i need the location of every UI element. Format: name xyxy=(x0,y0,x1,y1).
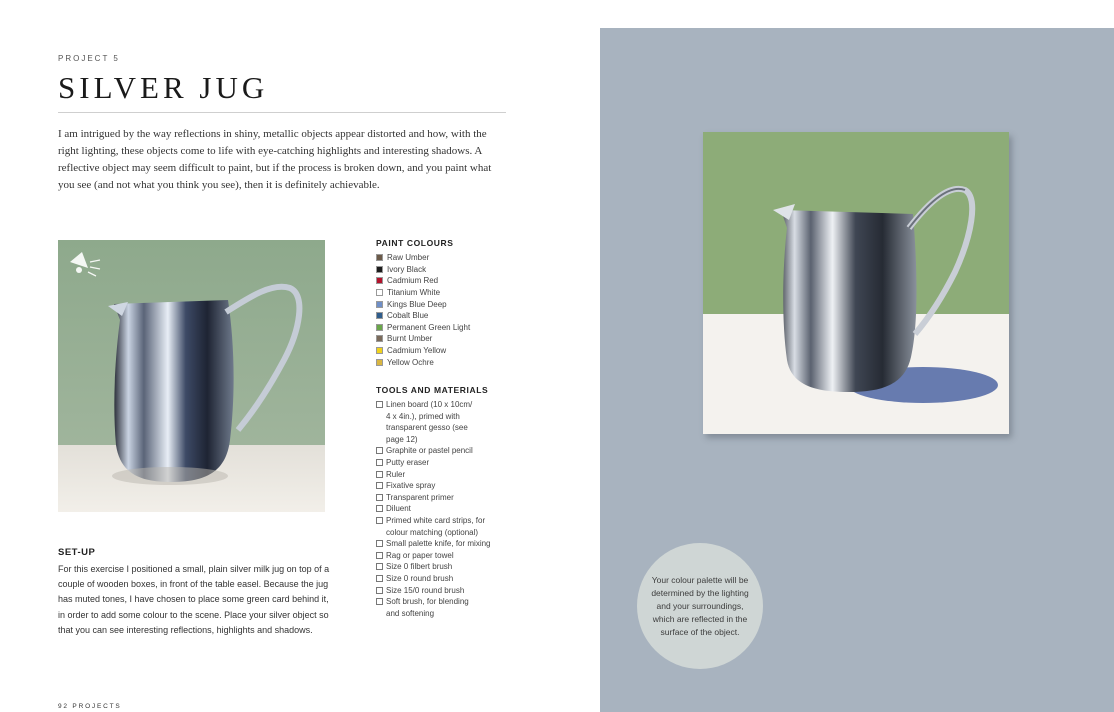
colour-swatch xyxy=(376,289,383,296)
paint-colour-label: Cadmium Red xyxy=(387,276,439,286)
colour-swatch xyxy=(376,359,383,366)
tool-label-line: Putty eraser xyxy=(386,457,430,467)
colour-swatch xyxy=(376,254,383,261)
tool-label-line: transparent gesso (see xyxy=(386,423,468,433)
paint-colours-list xyxy=(376,252,470,368)
project-label: PROJECT 5 xyxy=(58,54,120,63)
tool-label-line: Ruler xyxy=(386,469,406,479)
paint-colour-label: Burnt Umber xyxy=(387,334,433,344)
tool-label-line: Rag or paper towel xyxy=(386,550,454,560)
finished-painting xyxy=(703,132,1009,434)
paint-colour-item xyxy=(376,275,470,287)
tool-label xyxy=(386,573,453,585)
tool-label xyxy=(386,492,454,504)
tool-item xyxy=(376,573,516,585)
tool-label-line: page 12) xyxy=(386,434,418,444)
paint-colour-item xyxy=(376,264,470,276)
tool-label-line: Fixative spray xyxy=(386,481,436,491)
tool-item xyxy=(376,515,516,538)
tool-label-line: Small palette knife, for mixing xyxy=(386,539,491,549)
paint-colour-item xyxy=(376,287,470,299)
tool-item xyxy=(376,492,516,504)
paint-colour-item xyxy=(376,310,470,322)
checkbox-icon xyxy=(376,401,383,408)
tool-label-line: Primed white card strips, for xyxy=(386,515,486,525)
tool-label xyxy=(386,596,469,619)
tool-item xyxy=(376,596,516,619)
tools-heading: TOOLS AND MATERIALS xyxy=(376,385,489,395)
tool-label-line: and softening xyxy=(386,608,435,618)
paint-colour-label: Titanium White xyxy=(387,288,441,298)
paint-colours-heading: PAINT COLOURS xyxy=(376,238,454,248)
tool-item xyxy=(376,445,516,457)
reference-photo xyxy=(58,240,325,512)
caption-circle xyxy=(637,543,763,669)
tool-label-line: Soft brush, for blending xyxy=(386,597,469,607)
tool-label xyxy=(386,457,429,469)
checkbox-icon xyxy=(376,482,383,489)
paint-colour-item xyxy=(376,298,470,310)
colour-swatch xyxy=(376,312,383,319)
paint-colour-label: Cobalt Blue xyxy=(387,311,429,321)
tool-item xyxy=(376,469,516,481)
checkbox-icon xyxy=(376,459,383,466)
tool-item xyxy=(376,503,516,515)
tool-label xyxy=(386,515,485,538)
paint-colour-label: Yellow Ochre xyxy=(387,357,434,367)
paint-colour-label: Cadmium Yellow xyxy=(387,346,447,356)
page-folio: 92 PROJECTS xyxy=(58,703,122,710)
checkbox-icon xyxy=(376,540,383,547)
paint-colour-item xyxy=(376,252,470,264)
checkbox-icon xyxy=(376,552,383,559)
tool-label-line: Size 0 filbert brush xyxy=(386,562,453,572)
paint-colour-label: Kings Blue Deep xyxy=(387,299,447,309)
colour-swatch xyxy=(376,266,383,273)
checkbox-icon xyxy=(376,563,383,570)
paint-colour-item xyxy=(376,322,470,334)
checkbox-icon xyxy=(376,447,383,454)
silver-jug-photo xyxy=(58,240,325,512)
painting-image xyxy=(703,132,1009,434)
tool-label xyxy=(386,445,473,457)
tool-item xyxy=(376,550,516,562)
tool-label-line: 4 x 4in.), primed with xyxy=(386,411,460,421)
checkbox-icon xyxy=(376,471,383,478)
checkbox-icon xyxy=(376,494,383,501)
setup-heading: SET-UP xyxy=(58,547,96,558)
paint-colour-item xyxy=(376,356,470,368)
tool-item xyxy=(376,585,516,597)
setup-paragraph: For this exercise I positioned a small, plain silver milk jug on top of a couple of wooden boxes, in front of the table easel. Because the jug has muted tones, I have chosen to place some green card behind it, in order to add some colour to the scene. Place your silver object so that you can see interesting reflections, highlights and shadows. xyxy=(58,564,330,635)
paint-colour-label: Ivory Black xyxy=(387,264,427,274)
tool-label xyxy=(386,399,472,445)
tool-label-line: Transparent primer xyxy=(386,492,454,502)
tools-list xyxy=(376,399,516,619)
checkbox-icon xyxy=(376,598,383,605)
tool-label xyxy=(386,585,464,597)
tool-label xyxy=(386,469,405,481)
right-page xyxy=(600,28,1114,712)
colour-swatch xyxy=(376,277,383,284)
paint-colour-item xyxy=(376,333,470,345)
checkbox-icon xyxy=(376,505,383,512)
tool-label-line: Graphite or pastel pencil xyxy=(386,446,473,456)
paint-colour-label: Raw Umber xyxy=(387,253,430,263)
page-title: SILVER JUG xyxy=(58,70,269,105)
colour-swatch xyxy=(376,301,383,308)
tool-label xyxy=(386,561,452,573)
tool-label-line: Linen board (10 x 10cm/ xyxy=(386,400,473,409)
tool-item xyxy=(376,561,516,573)
checkbox-icon xyxy=(376,575,383,582)
tool-label-line: Diluent xyxy=(386,504,411,514)
tool-label xyxy=(386,480,435,492)
tool-item xyxy=(376,538,516,550)
checkbox-icon xyxy=(376,587,383,594)
tool-item xyxy=(376,480,516,492)
colour-swatch xyxy=(376,324,383,331)
checkbox-icon xyxy=(376,517,383,524)
paint-colour-label: Permanent Green Light xyxy=(387,322,471,332)
tool-label-line: colour matching (optional) xyxy=(386,527,479,537)
tool-label-line: Size 15/0 round brush xyxy=(386,585,465,595)
tool-label xyxy=(386,538,491,550)
title-divider xyxy=(58,112,506,113)
paint-colour-item xyxy=(376,345,470,357)
tool-label xyxy=(386,503,411,515)
intro-paragraph: I am intrigued by the way reflections in shiny, metallic objects appear distorted and how, with the right lighting, these objects come to life with eye-catching highlights and interesting shadows. A reflective object may seem difficult to paint, but if the process is broken down, and you paint what you see (and not what you think you see), then it is definitely achievable. xyxy=(58,128,492,191)
colour-swatch xyxy=(376,335,383,342)
caption-text: Your colour palette will be determined by the lighting and your surroundings, which are reflected in the surface of the object. xyxy=(651,574,749,637)
colour-swatch xyxy=(376,347,383,354)
tool-item xyxy=(376,457,516,469)
tool-label xyxy=(386,550,454,562)
tool-label-line: Size 0 round brush xyxy=(386,573,454,583)
tool-item xyxy=(376,399,516,445)
